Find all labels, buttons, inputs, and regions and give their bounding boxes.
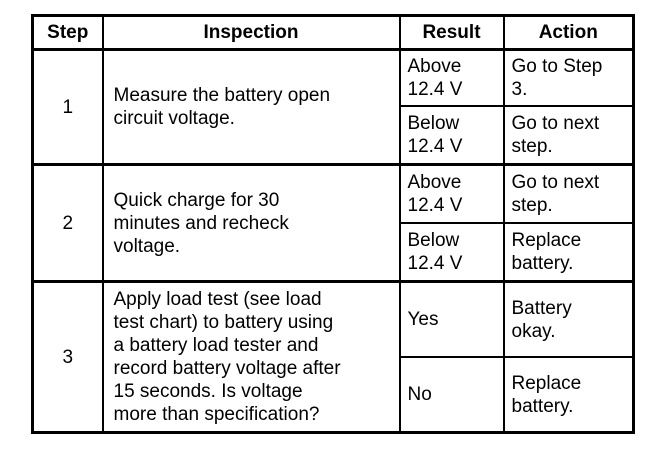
table-row — [33, 50, 634, 107]
diagnostic-table — [31, 14, 635, 434]
header-step: Step — [33, 16, 103, 50]
header-action: Action — [504, 16, 634, 50]
action-cell: Go to next step. — [504, 106, 634, 165]
result-cell: No — [400, 357, 504, 433]
action-cell: Replace battery. — [504, 357, 634, 433]
action-cell: Go to next step. — [504, 165, 634, 224]
action-cell: Go to Step 3. — [504, 50, 634, 107]
step-number: 1 — [33, 50, 103, 165]
result-cell: Below 12.4 V — [400, 223, 504, 282]
result-cell: Above 12.4 V — [400, 50, 504, 107]
header-inspection: Inspection — [103, 16, 400, 50]
inspection-text: Quick charge for 30 minutes and recheck voltage. — [103, 165, 400, 282]
table-row — [33, 282, 634, 358]
action-cell: Battery okay. — [504, 282, 634, 358]
header-result: Result — [400, 16, 504, 50]
step-number: 3 — [33, 282, 103, 433]
result-cell: Yes — [400, 282, 504, 358]
step-number: 2 — [33, 165, 103, 282]
action-cell: Replace battery. — [504, 223, 634, 282]
result-cell: Below 12.4 V — [400, 106, 504, 165]
inspection-text: Apply load test (see load test chart) to battery using a battery load tester and record battery voltage after 15 seconds. Is voltage more than specification? — [103, 282, 400, 433]
table-row — [33, 165, 634, 224]
inspection-text: Measure the battery open circuit voltage. — [103, 50, 400, 165]
header-row — [33, 16, 634, 50]
result-cell: Above 12.4 V — [400, 165, 504, 224]
